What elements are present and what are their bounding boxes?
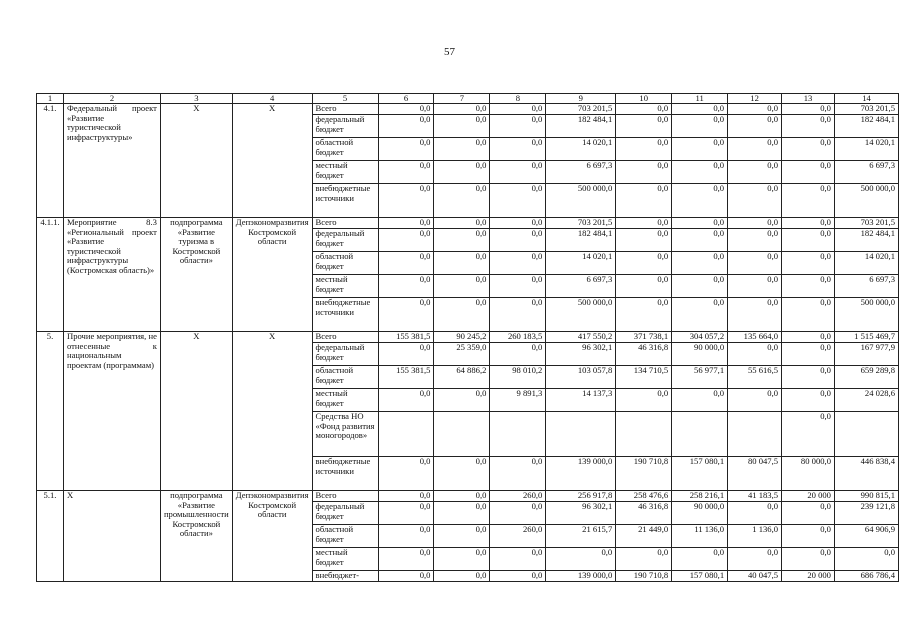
executor: Х (232, 104, 312, 218)
subprogram: подпрограмма «Развитие туризма в Костромской области» (160, 218, 232, 332)
amount-cell: 0,0 (728, 229, 782, 252)
amount-cell: 0,0 (378, 571, 434, 582)
executor: Х (232, 332, 312, 491)
amount-cell: 1 515 469,7 (834, 332, 898, 343)
column-header: 3 (160, 94, 232, 104)
amount-cell: 0,0 (616, 229, 672, 252)
amount-cell: 0,0 (378, 252, 434, 275)
amount-cell: 98 010,2 (490, 366, 546, 389)
amount-cell: 0,0 (378, 138, 434, 161)
page-number: 57 (444, 46, 455, 58)
amount-cell: 0,0 (378, 457, 434, 491)
amount-cell: 155 381,5 (378, 366, 434, 389)
amount-cell: 0,0 (490, 252, 546, 275)
column-header: 12 (728, 94, 782, 104)
amount-cell: 182 484,1 (546, 229, 616, 252)
amount-cell: 0,0 (434, 502, 490, 525)
funding-source: Всего (312, 218, 378, 229)
amount-cell: 0,0 (728, 104, 782, 115)
column-header: 1 (37, 94, 64, 104)
amount-cell: 55 616,5 (728, 366, 782, 389)
amount-cell: 139 000,0 (546, 571, 616, 582)
amount-cell: 135 664,0 (728, 332, 782, 343)
amount-cell: 500 000,0 (546, 298, 616, 332)
item-number: 4.1.1. (37, 218, 64, 332)
amount-cell (378, 412, 434, 457)
amount-cell: 80 000,0 (782, 457, 835, 491)
amount-cell: 182 484,1 (834, 229, 898, 252)
amount-cell (834, 412, 898, 457)
amount-cell: 0,0 (616, 161, 672, 184)
funding-source: областной бюджет (312, 138, 378, 161)
amount-cell: 0,0 (378, 502, 434, 525)
amount-cell: 0,0 (490, 343, 546, 366)
amount-cell: 500 000,0 (546, 184, 616, 218)
item-number: 4.1. (37, 104, 64, 218)
amount-cell: 139 000,0 (546, 457, 616, 491)
amount-cell: 155 381,5 (378, 332, 434, 343)
amount-cell: 24 028,6 (834, 389, 898, 412)
amount-cell: 0,0 (728, 115, 782, 138)
amount-cell: 20 000 (782, 491, 835, 502)
amount-cell: 1 136,0 (728, 525, 782, 548)
funding-source: внебюджет- (312, 571, 378, 582)
amount-cell: 0,0 (616, 275, 672, 298)
amount-cell: 0,0 (616, 115, 672, 138)
funding-source: местный бюджет (312, 161, 378, 184)
table-row (37, 218, 899, 229)
amount-cell: 0,0 (378, 389, 434, 412)
amount-cell: 6 697,3 (546, 275, 616, 298)
amount-cell: 41 183,5 (728, 491, 782, 502)
funding-source: федеральный бюджет (312, 229, 378, 252)
amount-cell: 0,0 (728, 275, 782, 298)
column-header: 5 (312, 94, 378, 104)
column-header: 10 (616, 94, 672, 104)
amount-cell (434, 412, 490, 457)
funding-source: внебюджетные источники (312, 184, 378, 218)
amount-cell: 14 020,1 (546, 252, 616, 275)
amount-cell: 258 476,6 (616, 491, 672, 502)
amount-cell: 96 302,1 (546, 502, 616, 525)
amount-cell: 990 815,1 (834, 491, 898, 502)
amount-cell: 0,0 (434, 184, 490, 218)
amount-cell: 417 550,2 (546, 332, 616, 343)
funding-source: внебюджетные источники (312, 457, 378, 491)
amount-cell: 0,0 (434, 298, 490, 332)
amount-cell: 0,0 (782, 104, 835, 115)
amount-cell: 0,0 (378, 104, 434, 115)
amount-cell: 182 484,1 (546, 115, 616, 138)
amount-cell: 96 302,1 (546, 343, 616, 366)
executor: Депэкономразвития Костромской области (232, 218, 312, 332)
amount-cell: 0,0 (728, 389, 782, 412)
amount-cell: 0,0 (782, 548, 835, 571)
amount-cell: 64 886,2 (434, 366, 490, 389)
amount-cell: 6 697,3 (834, 275, 898, 298)
table-row (37, 332, 899, 343)
item-name: Прочие мероприятия, не отнесенные к национальным проектам (программам) (63, 332, 160, 491)
amount-cell: 0,0 (434, 525, 490, 548)
amount-cell (490, 412, 546, 457)
amount-cell: 256 917,8 (546, 491, 616, 502)
amount-cell: 500 000,0 (834, 298, 898, 332)
amount-cell: 659 289,8 (834, 366, 898, 389)
item-number: 5. (37, 332, 64, 491)
amount-cell: 0,0 (490, 502, 546, 525)
amount-cell: 0,0 (672, 138, 728, 161)
amount-cell: 0,0 (616, 548, 672, 571)
amount-cell: 190 710,8 (616, 457, 672, 491)
budget-table (36, 93, 899, 582)
amount-cell: 0,0 (490, 548, 546, 571)
amount-cell: 0,0 (616, 138, 672, 161)
amount-cell: 14 020,1 (834, 252, 898, 275)
amount-cell: 0,0 (782, 366, 835, 389)
amount-cell: 0,0 (616, 298, 672, 332)
amount-cell: 9 891,3 (490, 389, 546, 412)
amount-cell: 46 316,8 (616, 343, 672, 366)
funding-source: федеральный бюджет (312, 502, 378, 525)
amount-cell: 0,0 (728, 343, 782, 366)
amount-cell: 0,0 (728, 138, 782, 161)
amount-cell: 0,0 (672, 548, 728, 571)
amount-cell: 0,0 (490, 298, 546, 332)
item-name: Х (63, 491, 160, 582)
subprogram: подпрограмма «Развитие промышленности Костромской области» (160, 491, 232, 582)
amount-cell: 0,0 (490, 138, 546, 161)
amount-cell: 0,0 (434, 252, 490, 275)
amount-cell: 0,0 (782, 184, 835, 218)
column-header: 4 (232, 94, 312, 104)
amount-cell: 0,0 (434, 571, 490, 582)
column-header: 14 (834, 94, 898, 104)
amount-cell: 21 615,7 (546, 525, 616, 548)
amount-cell: 703 201,5 (546, 218, 616, 229)
amount-cell: 0,0 (434, 115, 490, 138)
amount-cell: 6 697,3 (546, 161, 616, 184)
column-header: 2 (63, 94, 160, 104)
amount-cell: 0,0 (378, 218, 434, 229)
amount-cell: 0,0 (434, 275, 490, 298)
amount-cell: 0,0 (490, 218, 546, 229)
amount-cell: 703 201,5 (834, 218, 898, 229)
amount-cell: 703 201,5 (546, 104, 616, 115)
amount-cell: 0,0 (378, 161, 434, 184)
amount-cell: 304 057,2 (672, 332, 728, 343)
amount-cell: 258 216,1 (672, 491, 728, 502)
amount-cell: 0,0 (728, 298, 782, 332)
amount-cell: 260,0 (490, 525, 546, 548)
amount-cell: 0,0 (490, 457, 546, 491)
amount-cell: 0,0 (490, 115, 546, 138)
amount-cell: 0,0 (616, 252, 672, 275)
amount-cell: 21 449,0 (616, 525, 672, 548)
funding-source: областной бюджет (312, 252, 378, 275)
amount-cell: 0,0 (490, 275, 546, 298)
amount-cell: 0,0 (728, 184, 782, 218)
amount-cell: 0,0 (672, 229, 728, 252)
amount-cell: 14 137,3 (546, 389, 616, 412)
item-name: Мероприятие 8.3 «Региональный проект «Развитие туристической инфраструктуры (Костромская область)» (63, 218, 160, 332)
column-header: 9 (546, 94, 616, 104)
amount-cell: 0,0 (672, 252, 728, 275)
amount-cell: 0,0 (434, 457, 490, 491)
funding-source: областной бюджет (312, 366, 378, 389)
table-row (37, 104, 899, 115)
column-header: 11 (672, 94, 728, 104)
amount-cell: 0,0 (490, 161, 546, 184)
amount-cell: 103 057,8 (546, 366, 616, 389)
item-name: Федеральный проект «Развитие туристической инфраструктуры» (63, 104, 160, 218)
amount-cell: 40 047,5 (728, 571, 782, 582)
amount-cell: 0,0 (782, 298, 835, 332)
amount-cell (728, 412, 782, 457)
amount-cell: 157 080,1 (672, 457, 728, 491)
amount-cell: 0,0 (728, 548, 782, 571)
table-row (37, 491, 899, 502)
amount-cell: 0,0 (378, 229, 434, 252)
amount-cell: 0,0 (672, 184, 728, 218)
amount-cell (616, 412, 672, 457)
amount-cell: 0,0 (616, 389, 672, 412)
amount-cell: 0,0 (782, 525, 835, 548)
amount-cell: 0,0 (434, 161, 490, 184)
amount-cell: 0,0 (490, 184, 546, 218)
amount-cell: 25 359,0 (434, 343, 490, 366)
amount-cell: 0,0 (782, 332, 835, 343)
amount-cell: 0,0 (378, 343, 434, 366)
amount-cell: 64 906,9 (834, 525, 898, 548)
subprogram: Х (160, 332, 232, 491)
amount-cell (672, 412, 728, 457)
amount-cell: 0,0 (672, 275, 728, 298)
amount-cell: 0,0 (378, 491, 434, 502)
amount-cell: 0,0 (782, 218, 835, 229)
amount-cell: 0,0 (672, 298, 728, 332)
header-row (37, 94, 899, 104)
amount-cell: 0,0 (434, 218, 490, 229)
amount-cell: 0,0 (782, 275, 835, 298)
amount-cell: 46 316,8 (616, 502, 672, 525)
amount-cell: 0,0 (728, 161, 782, 184)
amount-cell: 0,0 (672, 115, 728, 138)
amount-cell: 260,0 (490, 491, 546, 502)
amount-cell: 80 047,5 (728, 457, 782, 491)
amount-cell: 0,0 (616, 104, 672, 115)
amount-cell: 0,0 (616, 218, 672, 229)
amount-cell: 0,0 (728, 502, 782, 525)
funding-source: внебюджетные источники (312, 298, 378, 332)
amount-cell: 0,0 (434, 389, 490, 412)
amount-cell: 0,0 (490, 229, 546, 252)
funding-source: федеральный бюджет (312, 115, 378, 138)
column-header: 13 (782, 94, 835, 104)
amount-cell: 0,0 (434, 548, 490, 571)
amount-cell: 0,0 (782, 115, 835, 138)
amount-cell: 0,0 (782, 412, 835, 457)
amount-cell: 0,0 (782, 502, 835, 525)
amount-cell: 0,0 (728, 252, 782, 275)
amount-cell: 14 020,1 (546, 138, 616, 161)
item-number: 5.1. (37, 491, 64, 582)
amount-cell: 500 000,0 (834, 184, 898, 218)
amount-cell: 0,0 (782, 138, 835, 161)
amount-cell: 90 000,0 (672, 343, 728, 366)
amount-cell: 0,0 (728, 218, 782, 229)
amount-cell: 6 697,3 (834, 161, 898, 184)
funding-source: Всего (312, 332, 378, 343)
amount-cell: 371 738,1 (616, 332, 672, 343)
column-header: 6 (378, 94, 434, 104)
amount-cell: 14 020,1 (834, 138, 898, 161)
amount-cell: 0,0 (546, 548, 616, 571)
amount-cell: 0,0 (616, 184, 672, 218)
amount-cell: 0,0 (434, 229, 490, 252)
funding-source: местный бюджет (312, 389, 378, 412)
amount-cell: 0,0 (378, 298, 434, 332)
amount-cell: 0,0 (490, 571, 546, 582)
amount-cell: 0,0 (378, 525, 434, 548)
amount-cell: 0,0 (434, 104, 490, 115)
funding-source: Всего (312, 491, 378, 502)
amount-cell: 0,0 (672, 218, 728, 229)
subprogram: Х (160, 104, 232, 218)
amount-cell: 0,0 (434, 491, 490, 502)
amount-cell: 239 121,8 (834, 502, 898, 525)
amount-cell: 0,0 (782, 229, 835, 252)
amount-cell: 182 484,1 (834, 115, 898, 138)
amount-cell: 20 000 (782, 571, 835, 582)
amount-cell: 260 183,5 (490, 332, 546, 343)
amount-cell: 686 786,4 (834, 571, 898, 582)
amount-cell: 0,0 (378, 275, 434, 298)
column-header: 7 (434, 94, 490, 104)
amount-cell: 703 201,5 (834, 104, 898, 115)
amount-cell: 0,0 (378, 115, 434, 138)
amount-cell: 157 080,1 (672, 571, 728, 582)
amount-cell (546, 412, 616, 457)
funding-source: федеральный бюджет (312, 343, 378, 366)
funding-source: Всего (312, 104, 378, 115)
funding-source: областной бюджет (312, 525, 378, 548)
amount-cell: 0,0 (378, 184, 434, 218)
amount-cell: 190 710,8 (616, 571, 672, 582)
amount-cell: 0,0 (672, 104, 728, 115)
amount-cell: 56 977,1 (672, 366, 728, 389)
amount-cell: 0,0 (672, 161, 728, 184)
amount-cell: 0,0 (782, 389, 835, 412)
amount-cell: 0,0 (672, 389, 728, 412)
amount-cell: 11 136,0 (672, 525, 728, 548)
amount-cell: 134 710,5 (616, 366, 672, 389)
amount-cell: 0,0 (782, 343, 835, 366)
column-header: 8 (490, 94, 546, 104)
amount-cell: 446 838,4 (834, 457, 898, 491)
amount-cell: 90 245,2 (434, 332, 490, 343)
amount-cell: 0,0 (378, 548, 434, 571)
funding-source: местный бюджет (312, 548, 378, 571)
amount-cell: 0,0 (782, 161, 835, 184)
amount-cell: 90 000,0 (672, 502, 728, 525)
executor: Депэкономразвития Костромской области (232, 491, 312, 582)
amount-cell: 0,0 (490, 104, 546, 115)
amount-cell: 167 977,9 (834, 343, 898, 366)
funding-source: местный бюджет (312, 275, 378, 298)
amount-cell: 0,0 (782, 252, 835, 275)
amount-cell: 0,0 (434, 138, 490, 161)
funding-source: Средства НО «Фонд развития моногородов» (312, 412, 378, 457)
amount-cell: 0,0 (834, 548, 898, 571)
